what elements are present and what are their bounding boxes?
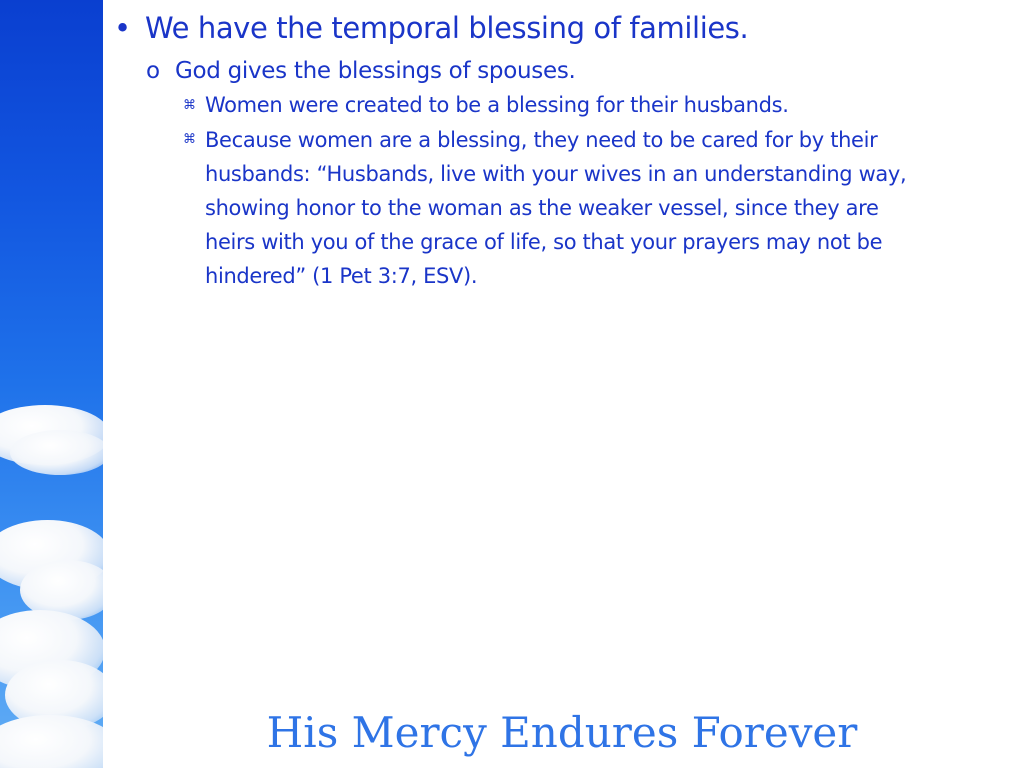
bullet-ornament-icon: ⌘ [183,98,196,113]
bullet-circle: o [146,58,160,84]
bullet-level3-text: Women were created to be a blessing for their husbands. [205,93,789,117]
quote-line: Because women are a blessing, they need to be cared for by their [205,128,878,152]
quote-line: heirs with you of the grace of life, so that your prayers may not be [205,230,883,254]
bullet-level1-text: We have the temporal blessing of families. [145,11,749,45]
quote-line: showing honor to the woman as the weaker vessel, since they are [205,196,879,220]
bullet-dot: • [114,11,131,45]
quote-line: husbands: “Husbands, live with your wives in an understanding way, [205,162,907,186]
bullet-level2-text: God gives the blessings of spouses. [175,58,576,84]
slide-footer-title: His Mercy Endures Forever [266,708,858,757]
quote-line: hindered” (1 Pet 3:7, ESV). [205,264,478,288]
bullet-ornament-icon: ⌘ [183,132,196,147]
